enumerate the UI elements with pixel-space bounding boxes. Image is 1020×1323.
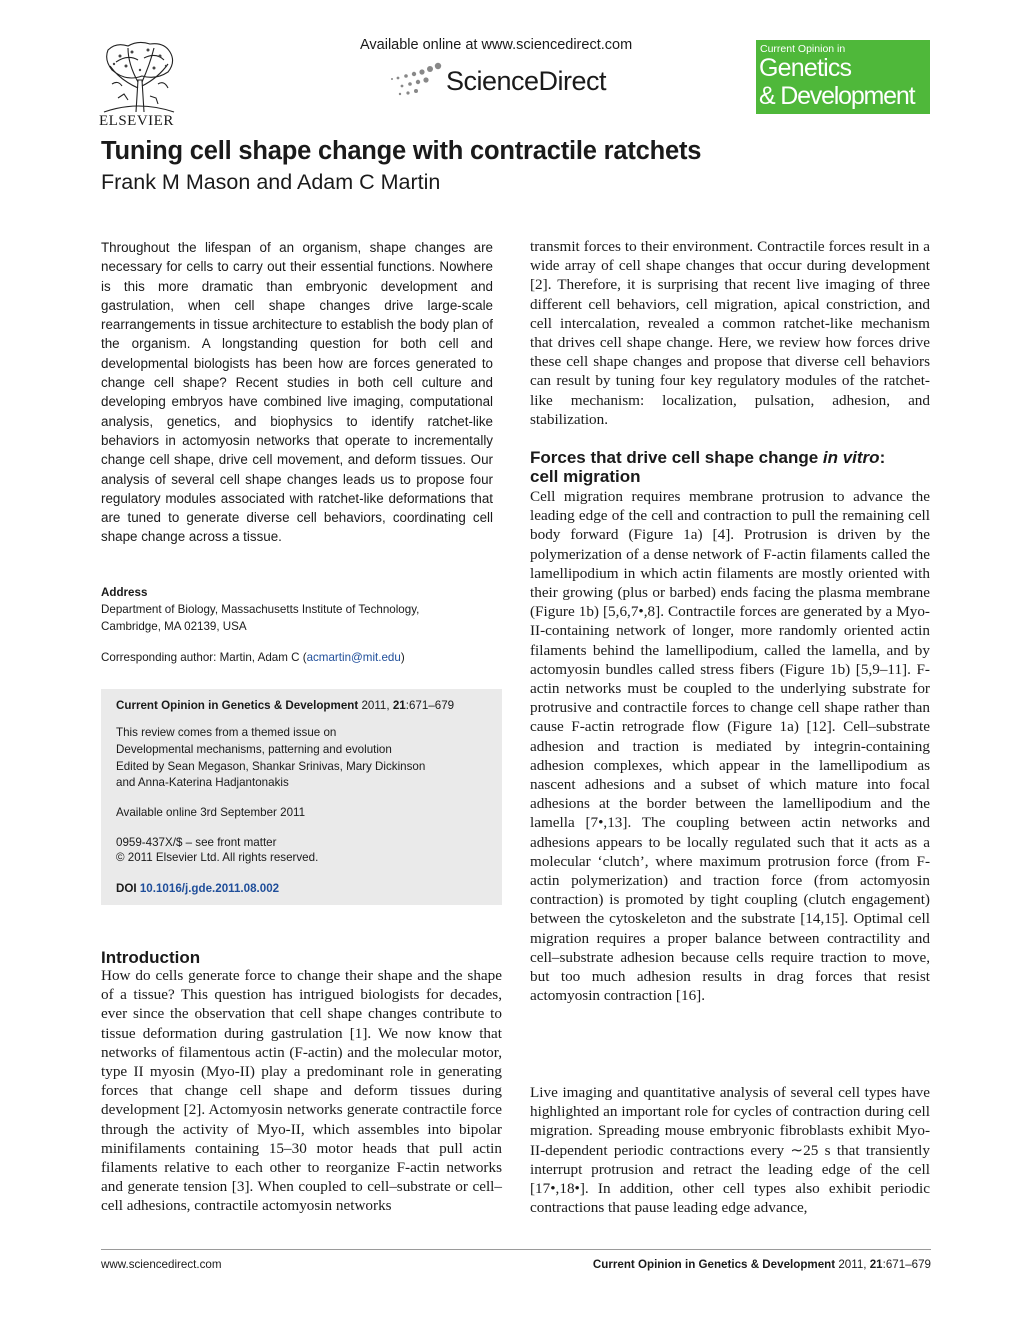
info-edited-line1: Edited by Sean Megason, Shankar Srinivas, Mary Dickinson <box>116 760 426 773</box>
footer-pages: :671–679 <box>882 1258 931 1271</box>
body-paragraph-1: transmit forces to their environment. Contractile forces result in a wide array of cell shape changes that occur during development [2]. Therefore, it is surprising that recent live imaging of three different cell behaviors, cell migration, apical constriction, and cell intercalation, revealed a common ratchet-like mechanism that drives cell shape change. Here, we review how forces drive these cell shape changes and propose that diverse cell behaviors can result by tuning four key regulatory modules of the ratchet-like mechanism: localization, pulsation, adhesion, and stabilization. <box>530 238 930 428</box>
journal-badge-series: Current Opinion in <box>760 43 846 55</box>
address-line1: Department of Biology, Massachusetts Institute of Technology, <box>101 603 420 616</box>
publisher-name: ELSEVIER <box>99 113 174 129</box>
journal-badge-line2: & Development <box>759 82 915 110</box>
footer-url[interactable]: www.sciencedirect.com <box>101 1258 222 1271</box>
footer-year: 2011, <box>838 1258 867 1271</box>
info-pages: :671–679 <box>405 699 455 712</box>
corresponding-suffix: ) <box>400 651 405 664</box>
info-doi <box>116 881 501 897</box>
info-themed-line2: Developmental mechanisms, patterning and evolution <box>116 743 392 756</box>
corresponding-email-link[interactable]: acmartin@mit.edu <box>306 651 401 664</box>
journal-badge <box>756 40 930 114</box>
address-line2: Cambridge, MA 02139, USA <box>101 619 247 633</box>
info-available-date: Available online 3rd September 2011 <box>116 806 306 819</box>
footer-journal-name: Current Opinion in Genetics & Development <box>592 1258 836 1271</box>
section-heading-cell-migration <box>530 448 930 486</box>
available-online-notice: Available online at www.sciencedirect.com <box>360 37 633 53</box>
footer-divider <box>101 1249 931 1250</box>
info-citation <box>116 698 501 714</box>
info-edited-line2: and Anna-Katerina Hadjantonakis <box>116 776 289 789</box>
introduction-heading: Introduction <box>101 948 201 967</box>
address-label: Address <box>101 586 148 599</box>
section-heading-line2: cell migration <box>530 467 641 486</box>
info-themed-line1: This review comes from a themed issue on <box>116 726 337 739</box>
corresponding-author <box>101 651 493 664</box>
body-paragraph-3: Live imaging and quantitative analysis of several cell types have highlighted an important role for cycles of contraction during cell migration. Spreading mouse embryonic fibroblasts exhibit Myo-II-dependent periodic contractions every ∼25 s that transiently interrupt protrusion and retract the leading edge of the cell [17•,18•]. In addition, other cell types also exhibit periodic contractions that pause leading edge advance, <box>530 1084 930 1217</box>
journal-badge-line1: Genetics <box>759 54 852 82</box>
body-paragraph-2: Cell migration requires membrane protrusion to advance the leading edge of the cell and contraction to pull the remaining cell body forward (Figure 1a) [4]. Protrusion is driven by the polymerization of a dense network of F-actin filaments called the lamellipodium in which actin filaments are mostly oriented with their growing (plus or barbed) ends facing the plasma membrane (Figure 1b) [5,6,7•,8]. Contractile forces are generated by a Myo-II-containing network of longer, more randomly oriented actin filaments behind the lamellipodium, called the lamella, and by actomyosin bundles called stress fibers (Figure 1b) [5,9–11]. F-actin networks must be coupled to the underlying substrate for protrusive and contractile forces to change cell shape rather than cause F-actin retrograde flow (Figure 1a) [12]. Cell–substrate adhesion and traction is mediated by integrin-containing adhesion complexes, which appear in the lamellipodium as nascent adhesions and a subset of which mature into focal adhesions at the border between the lamellipodium and the lamella [7•,13]. The coupling between actin networks and adhesions appears to be locally regulated such that it acts as a molecular ‘clutch’, where maximum protrusion force (from F-actin polymerization) and traction force (from actomyosin contraction) is promoted by tight coupling (clutch engagement) between the cytoskeleton and the substrate [14,15]. Optimal cell migration requires a proper balance between contractility and cell–substrate adhesion because cells require traction to move, but too much adhesion results in drag forces that resist actomyosin contraction [16]. <box>530 488 930 1005</box>
address <box>101 602 493 635</box>
sciencedirect-wordmark: ScienceDirect <box>446 66 607 96</box>
footer-citation <box>593 1258 931 1271</box>
info-volume: 21 <box>392 699 406 712</box>
section-heading-colon: : <box>879 448 886 467</box>
article-authors: Frank M Mason and Adam C Martin <box>101 170 441 194</box>
info-journal-name: Current Opinion in Genetics & Development <box>116 699 359 712</box>
section-heading-italic: in vitro <box>822 448 880 467</box>
info-copyright: © 2011 Elsevier Ltd. All rights reserved. <box>116 851 319 864</box>
info-year: 2011, <box>361 699 390 712</box>
info-doi-label: DOI <box>116 882 137 895</box>
abstract: Throughout the lifespan of an organism, shape changes are necessary for cells to carry out their essential functions. Nowhere is this more dramatic than embryonic development and gastrulation, when cell shape changes drive large-scale rearrangements in tissue architecture to establish the body plan of the organism. A longstanding question for both cell and developmental biologists has been how are forces generated to change cell shape? Recent studies in both cell culture and developing embryos have combined live imaging, computational analysis, genetics, and biophysics to identify ratchet-like behaviors in actomyosin networks that operate to incrementally change cell shape, drive cell movement, and deform tissues. Our analysis of several cell shape changes leads us to propose four regulatory modules associated with ratchet-like deformations that are tuned to generate diverse cell behaviors, coordinating cell shape change across a tissue. <box>101 240 493 545</box>
section-heading-part1: Forces that drive cell shape change <box>530 448 823 467</box>
sciencedirect-dots-icon <box>386 60 446 98</box>
info-issn: 0959-437X/$ – see front matter <box>116 836 277 849</box>
article-title: Tuning cell shape change with contractile ratchets <box>101 137 702 165</box>
article-info-box <box>101 689 502 905</box>
doi-link[interactable]: 10.1016/j.gde.2011.08.002 <box>139 882 280 895</box>
corresponding-prefix: Corresponding author: Martin, Adam C ( <box>101 651 307 664</box>
footer-volume: 21 <box>869 1258 883 1271</box>
introduction-text: How do cells generate force to change their shape and the shape of a tissue? This question has intrigued biologists for decades, ever since the observation that cell shape changes contribute to tissue deformation during gastrulation [1]. We now know that networks of filamentous actin (F-actin) and the molecular motor, type II myosin (Myo-II) play a predominant role in generating forces that change cell shape and deform tissues during development [2]. Actomyosin networks generate contractile force through the activity of Myo-II, which assembles into bipolar minifilaments containing 15–30 motor heads that pull actin filaments relative to each other to reorganize F-actin networks and generate tension [3]. When coupled to cell–substrate or cell–cell adhesions, contractile actomyosin networks <box>101 967 502 1215</box>
